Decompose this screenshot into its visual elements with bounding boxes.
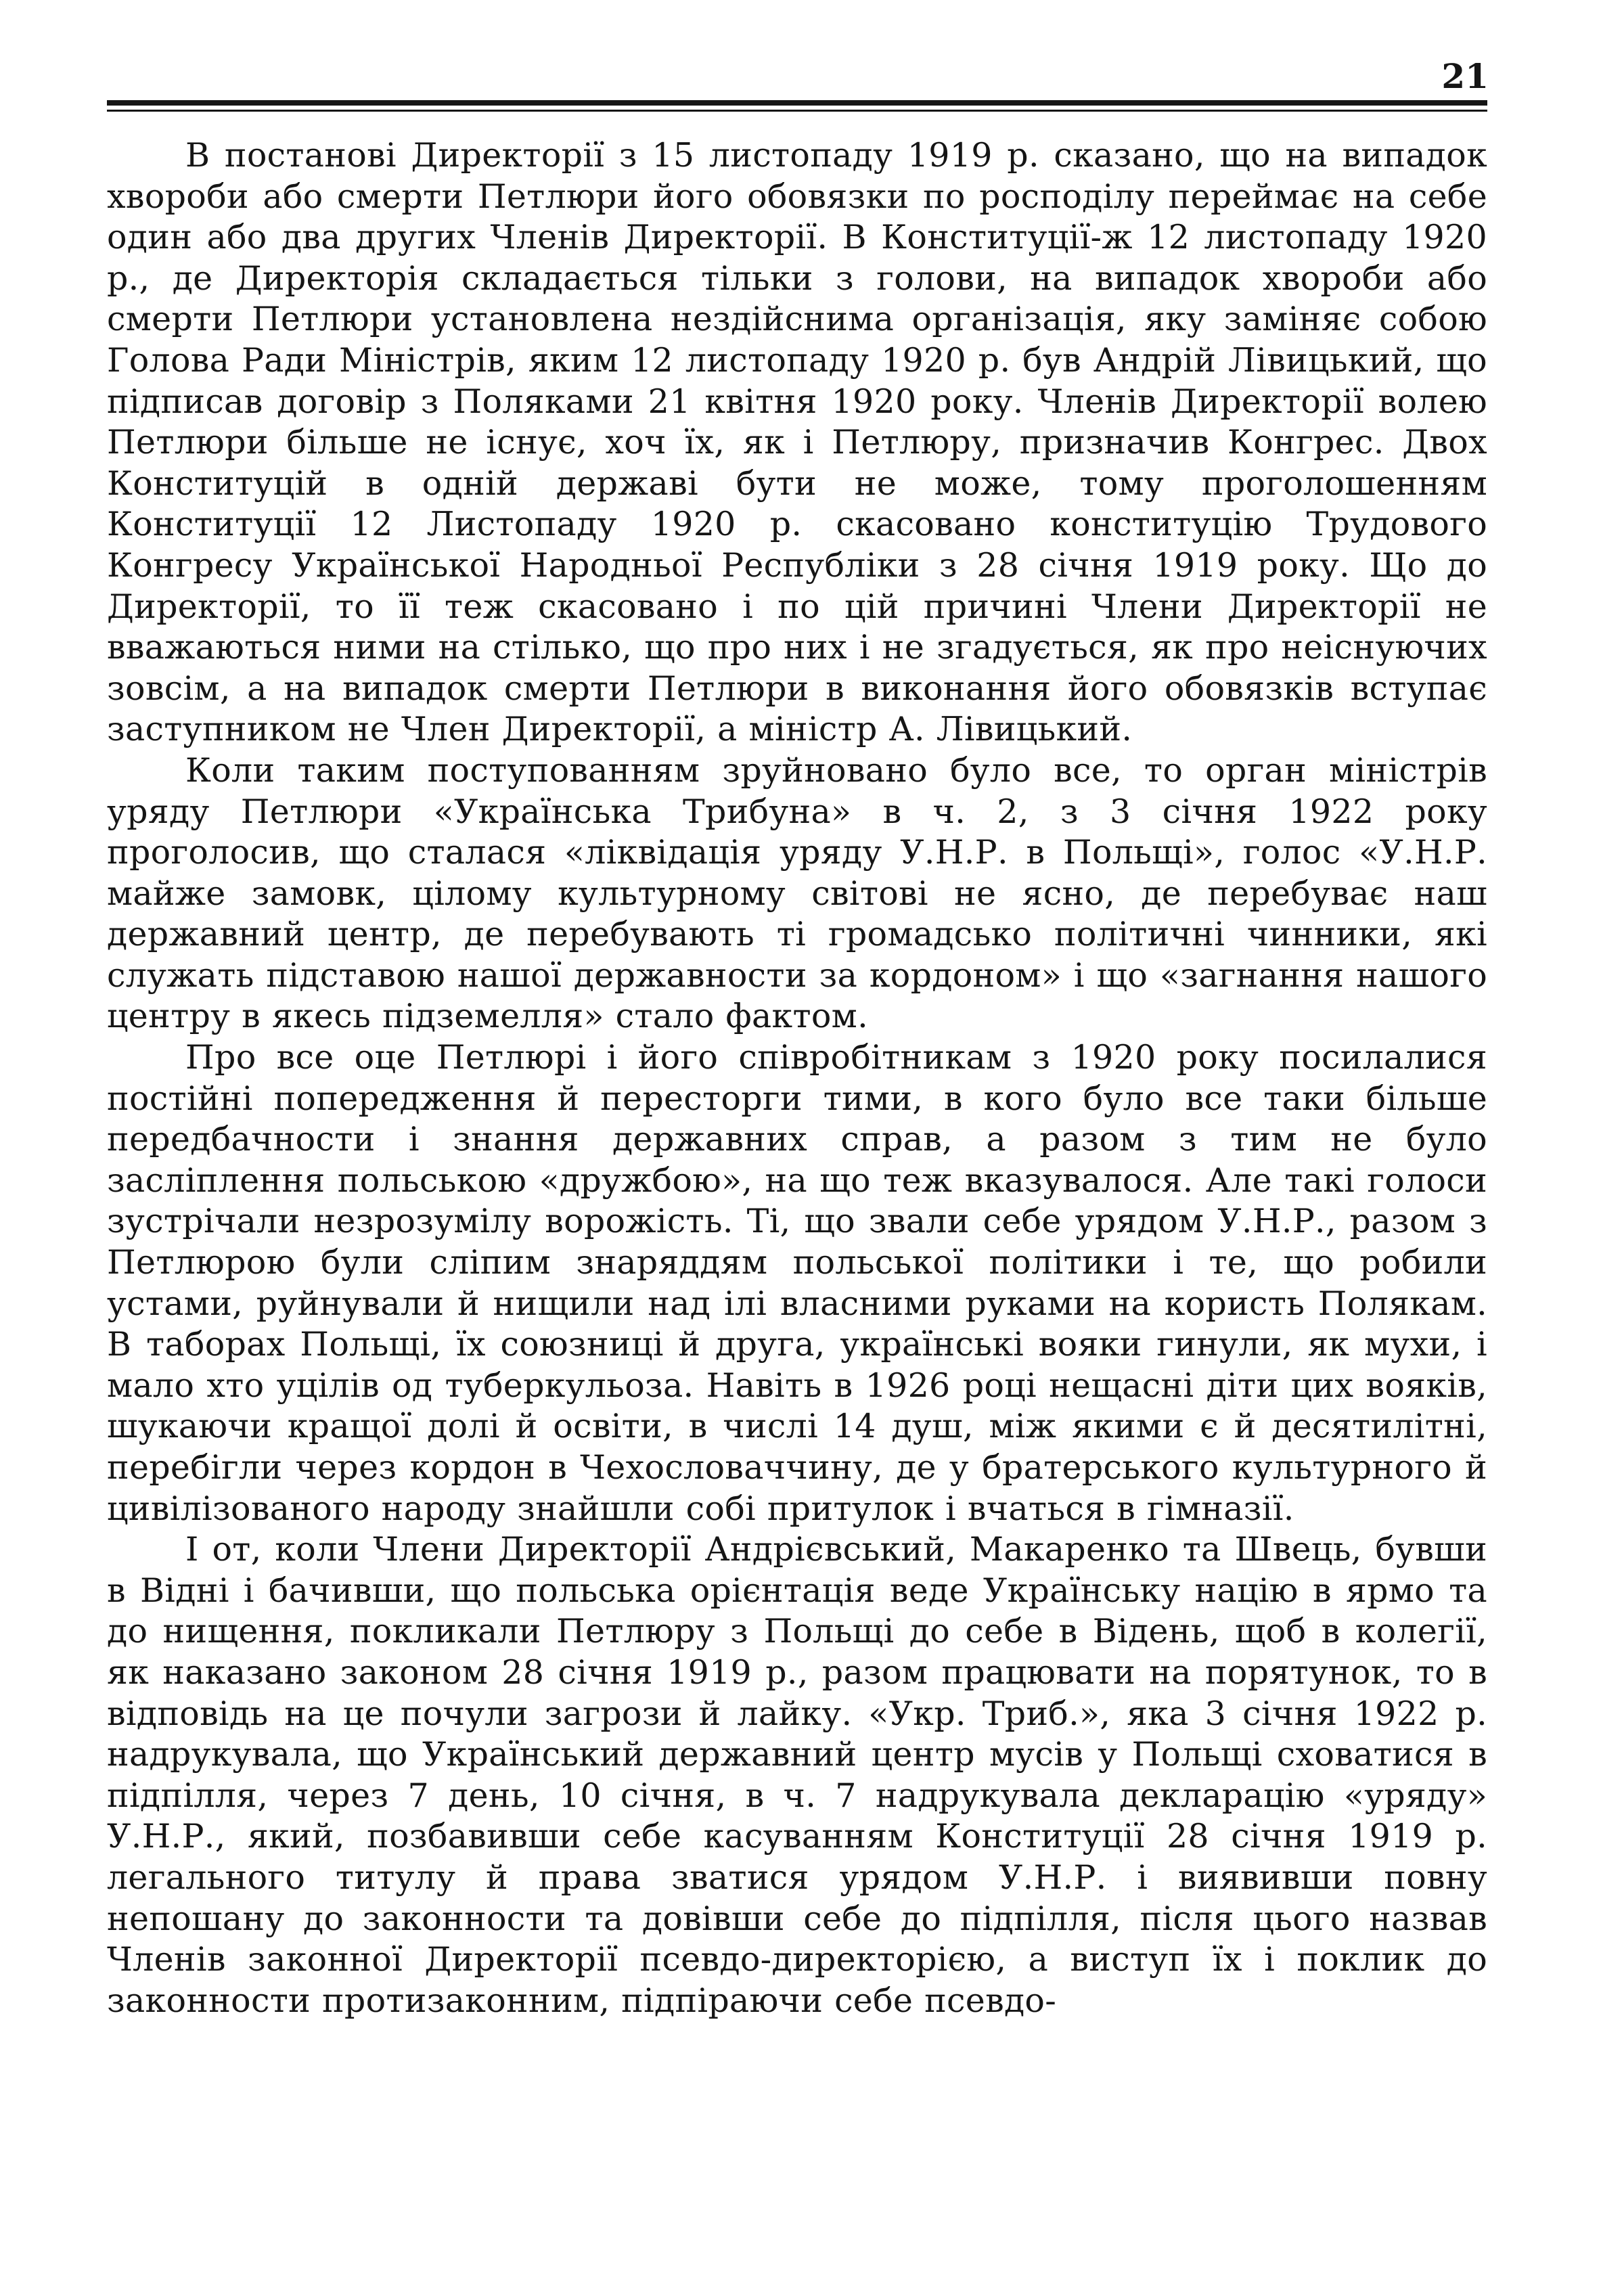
paragraph-3: Про все оце Петлюрі і його співробітникам з 1920 року посилалися постійні попередження й пересторги тими, в кого було все таки більше передбачности і знання державних справ, а разом з тим не було засліплення польською «дружбою», на що теж вказувалося. Але такі голоси зустрічали незрозумілу ворожість. Ті, що звали себе урядом У.Н.Р., разом з Петлюрою були сліпим знаряддям польської політики і те, що робили устами, руйнували й нищили над ілі власними руками на користь Полякам. В таборах Польщі, їх союзниці й друга, українські вояки гинули, як мухи, і мало хто уцілів од туберкульоза. Навіть в 1926 році нещасні діти цих вояків, шукаючи кращої долі й освіти, в числі 14 душ, між якими є й десятилітні, перебігли через кордон в Чехословаччину, де у братерського культурного й цивілізованого народу знайшли собі притулок і вчаться в гімназії. — [107, 1038, 1487, 1528]
paragraph-2: Коли таким поступованням зруйновано було все, то орган міністрів уряду Петлюри «Українська Трибуна» в ч. 2, з 3 січня 1922 року проголосив, що сталася «ліквідація уряду У.Н.Р. в Польщі», голос «У.Н.Р. майже замовк, цілому культурному світові не ясно, де перебуває наш державний центр, де перебувають ті громадсько політичні чинники, які служать підставою нашої державности за кордоном» і що «загнання нашого центру в якесь підземелля» стало фактом. — [107, 750, 1487, 1036]
paragraph-1: В постанові Директорії з 15 листопаду 1919 р. сказано, що на випадок хвороби або смерти Петлюри його обовязки по росподілу переймає на себе один або два других Членів Директорії. В Конституції-ж 12 листопаду 1920 р., де Директорія складається тільки з голови, на випадок хвороби або смерти Петлюри установлена нездійснима організація, яку заміняє собою Голова Ради Міністрів, яким 12 листопаду 1920 р. був Андрій Лівицький, що підписав договір з Поляками 21 квітня 1920 року. Членів Директорії волею Петлюри більше не існує, хоч їх, як і Петлюру, призначив Конгрес. Двох Конституцій в одній державі бути не може, тому проголошенням Конституції 12 Листопаду 1920 р. скасовано конституцію Трудового Конгресу Української Народньої Республіки з 28 січня 1919 року. Що до Директорії, то її теж скасовано і по цій причині Члени Директорії не вважаються ними на стілько, що про них і не згадується, як про неіснуючих зовсім, а на випадок смерти Петлюри в виконання його обовязків вступає заступником не Член Директорії, а міністр А. Лівицький. — [107, 136, 1487, 749]
page-number: 21 — [1441, 56, 1489, 96]
body-text — [107, 135, 1487, 2021]
header-rule-thin — [107, 110, 1487, 112]
header-rule-thick — [107, 100, 1487, 106]
paragraph-4: І от, коли Члени Директорії Андрієвський, Макаренко та Швець, бувши в Відні і бачивши, що польська орієнтація веде Українську націю в ярмо та до нищення, покликали Петлюру з Польщі до себе в Відень, щоб в колегії, як наказано законом 28 січня 1919 р., разом працювати на порятунок, то в відповідь на це почули загрози й лайку. «Укр. Триб.», яка 3 січня 1922 р. надрукувала, що Український державний центр мусів у Польщі сховатися в підпілля, через 7 день, 10 січня, в ч. 7 надрукувала декларацію «уряду» У.Н.Р., який, позбавивши себе касуванням Конституції 28 січня 1919 р. легального титулу й права зватися урядом У.Н.Р. і виявивши повну непошану до законности та довівши себе до підпілля, після цього назвав Членів законної Директорії псевдо-директорією, а виступ їх і поклик до законности протизаконним, підпіраючи себе псевдо- — [107, 1530, 1487, 2020]
